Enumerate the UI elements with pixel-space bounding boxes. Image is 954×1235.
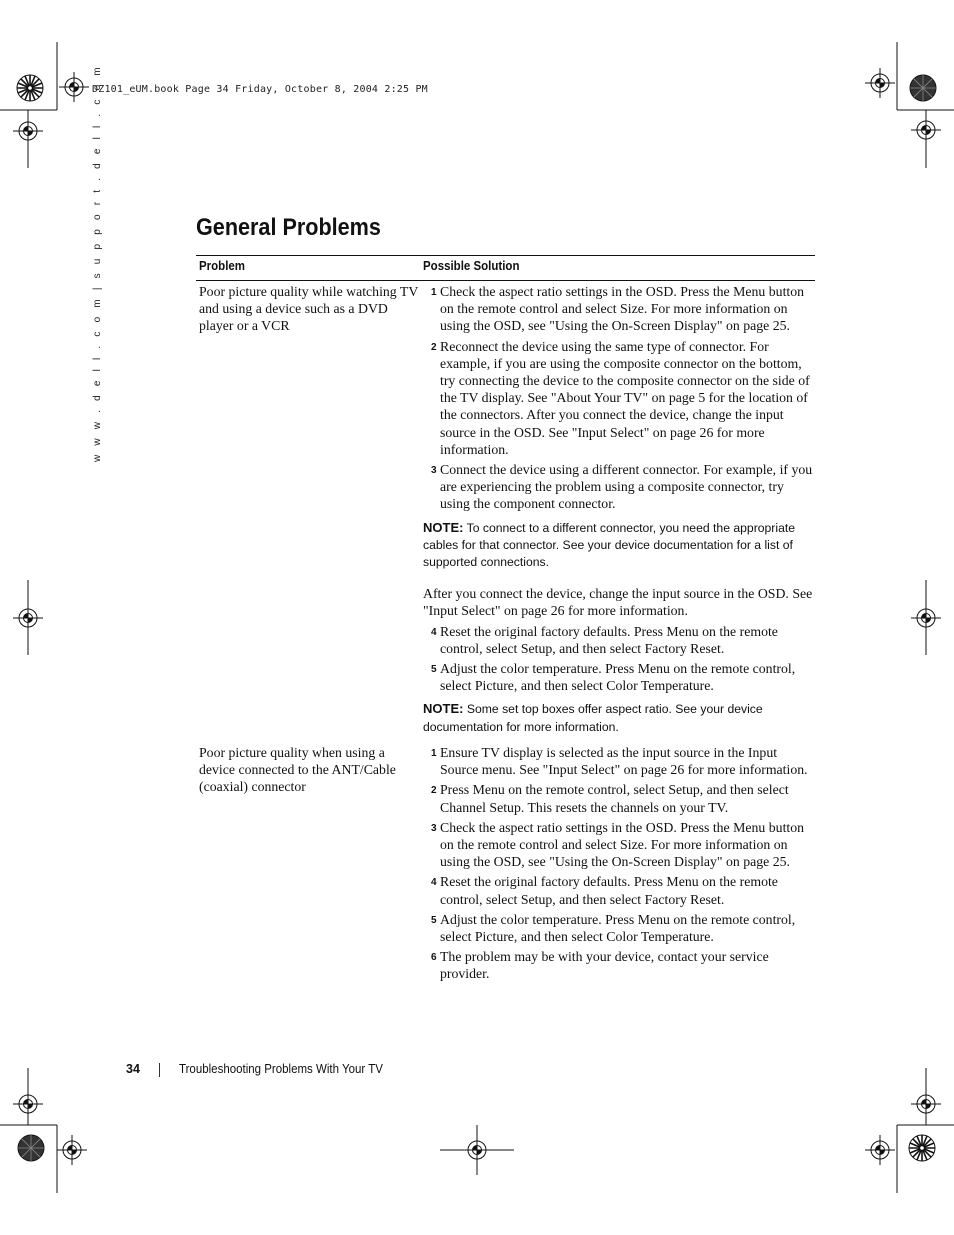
step-text: Adjust the color temperature. Press Menu on the remote control, select Picture, and then select Color Temperature. xyxy=(440,661,796,694)
problem-cell: Poor picture quality while watching TV and using a device such as a DVD player or a VCR xyxy=(199,284,419,334)
solution-step xyxy=(423,911,815,945)
step-text: Connect the device using a different connector. For example, if you are experiencing the problem using a composite connector, try using the component connector. xyxy=(440,462,813,512)
page-number: 34 xyxy=(126,1062,140,1076)
step-text: Press Menu on the remote control, select Setup, and then select Channel Setup. This resets the channels on your TV. xyxy=(440,782,789,815)
note xyxy=(423,519,815,572)
note-text: Some set top boxes offer aspect ratio. See your device documentation for more information. xyxy=(423,702,763,734)
column-header-problem: Problem xyxy=(199,259,246,273)
footer-divider xyxy=(159,1063,160,1077)
step-number: 1 xyxy=(431,748,437,759)
step-number: 5 xyxy=(431,664,437,676)
step-text: Reset the original factory defaults. Press Menu on the remote control, select Setup, and then select Factory Reset. xyxy=(440,874,778,907)
step-number: 6 xyxy=(431,952,437,964)
step-number: 4 xyxy=(431,626,437,638)
step-text: Ensure TV display is selected as the input source in the Input Source menu. See "Input Select" on page 26 for more information. xyxy=(440,745,808,778)
solution-step xyxy=(423,623,815,657)
step-text: Reset the original factory defaults. Press Menu on the remote control, select Setup, and then select Factory Reset. xyxy=(440,623,778,656)
step-text: Adjust the color temperature. Press Menu on the remote control, select Picture, and then select Color Temperature. xyxy=(440,911,796,945)
step-number: 3 xyxy=(431,822,437,834)
step-text: Reconnect the device using the same type of connector. For example, if you are using the composite connector on the bottom, try connecting the device to the composite connector on the side of the TV display. See "About Your TV" on page 5 for the location of the connectors. After you connect the device, change the input source in the OSD. See "Input Select" on page 26 for more information. xyxy=(440,338,810,457)
solution-step xyxy=(423,948,815,982)
note-label: NOTE: xyxy=(423,701,464,717)
solution-step xyxy=(423,338,815,458)
side-url-bar xyxy=(92,64,106,462)
solution-step xyxy=(423,461,815,513)
solution-cell xyxy=(423,744,815,986)
step-number: 2 xyxy=(431,341,437,353)
footer-section-title: Troubleshooting Problems With Your TV xyxy=(179,1062,383,1076)
table-header xyxy=(196,256,815,281)
page-title: General Problems xyxy=(196,214,381,241)
step-number: 1 xyxy=(431,287,437,298)
side-url-text: w w w . d e l l . c o m | s u p p o r t . d e l l . c o m xyxy=(92,64,103,462)
solution-step xyxy=(423,781,815,815)
step-text: Check the aspect ratio settings in the OSD. Press the Menu button on the remote control and select Size. For more information on using the OSD, see "Using the On-Screen Display" on page 25. xyxy=(440,819,805,870)
solution-step xyxy=(423,660,815,694)
step-text: Check the aspect ratio settings in the OSD. Press the Menu button on the remote control and select Size. For more information on using the OSD, see "Using the On-Screen Display" on page 25. xyxy=(440,284,805,334)
solution-step xyxy=(423,283,815,335)
step-number: 5 xyxy=(431,914,437,926)
solution-paragraph: After you connect the device, change the input source in the OSD. See "Input Select" on page 26 for more information. xyxy=(423,586,813,619)
print-slug: DZ101_eUM.book Page 34 Friday, October 8, 2004 2:25 PM xyxy=(92,84,428,95)
step-number: 2 xyxy=(431,785,437,797)
step-number: 4 xyxy=(431,877,437,889)
solution-step xyxy=(423,819,815,871)
solution-step xyxy=(423,873,815,907)
solution-cell xyxy=(423,283,815,743)
solution-step xyxy=(423,744,815,778)
problem-cell: Poor picture quality when using a device connected to the ANT/Cable (coaxial) connector xyxy=(199,745,396,795)
step-text: The problem may be with your device, contact your service provider. xyxy=(440,949,769,982)
step-number: 3 xyxy=(431,465,437,477)
note-label: NOTE: xyxy=(423,519,464,535)
note-text: To connect to a different connector, you need the appropriate cables for that connector. See your device documentation for a list of supported connections. xyxy=(423,520,796,570)
column-header-solution: Possible Solution xyxy=(423,259,520,273)
note xyxy=(423,700,815,735)
